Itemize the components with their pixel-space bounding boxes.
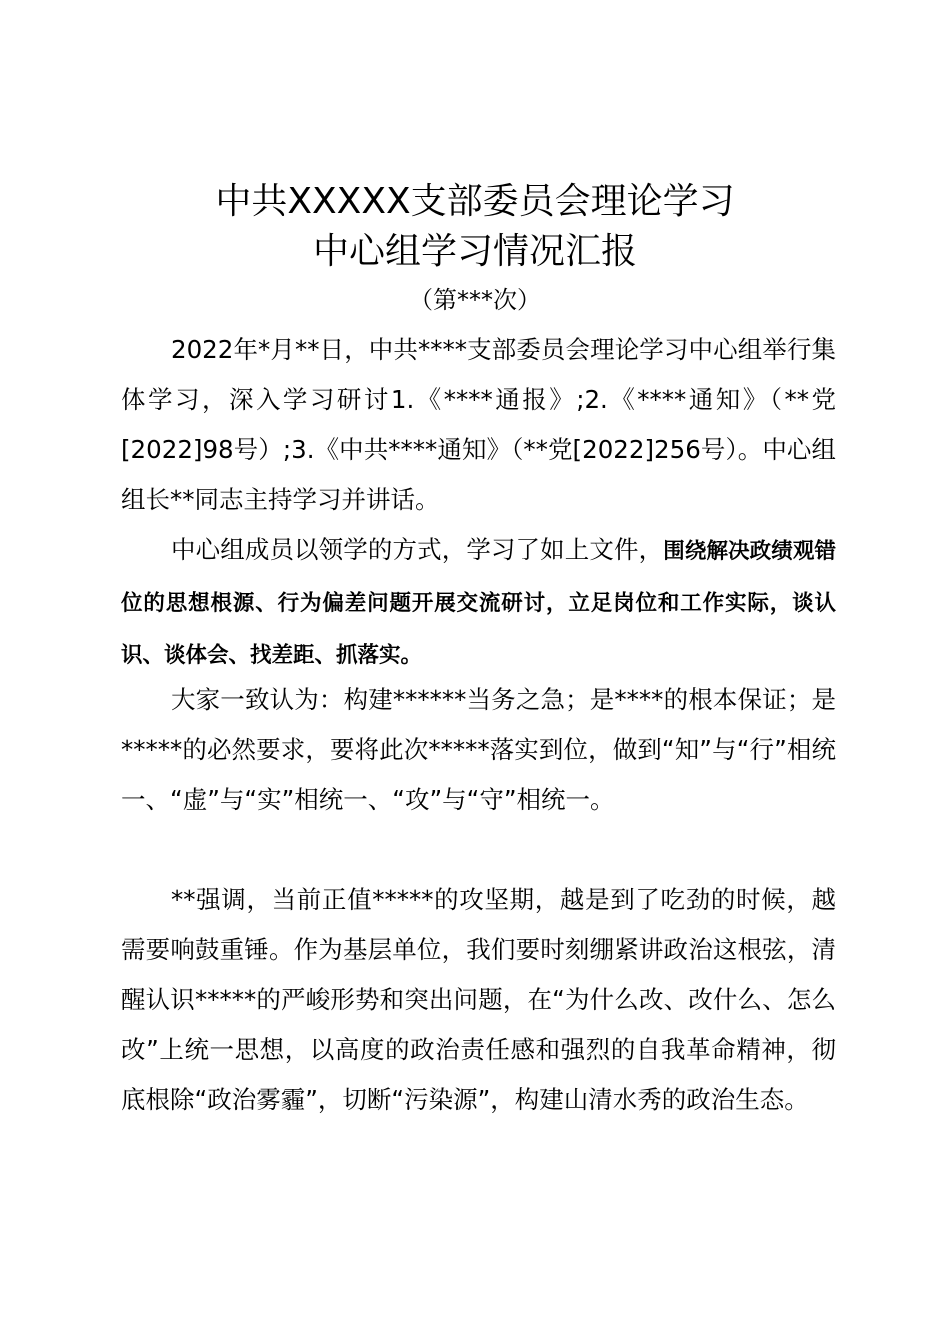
paragraph-4: **强调，当前正值*****的攻坚期，越是到了吃劲的时候，越需要响鼓重锤。作为基层单位，我们要时刻绷紧讲政治这根弦，清醒认识*****的严峻形势和突出问题，在“为什么改、改什么、怎么改”上统一思想，以高度的政治责任感和强烈的自我革命精神，彻底根除“政治雾霾”，切断“污染源”，构建山清水秀的政治生态。 (121, 885, 836, 1114)
title-line-1: 中共XXXXX支部委员会理论学习 (215, 181, 735, 222)
paragraph-2 (121, 525, 836, 681)
paragraph-3: 大家一致认为：构建******当务之急；是****的根本保证；是*****的必然要求，要将此次*****落实到位，做到“知”与“行”相统一、“虚”与“实”相统一、“攻”与“守”相统一。 (121, 685, 836, 814)
title-line-2: 中心组学习情况汇报 (312, 231, 637, 272)
session-number: （第***次） (409, 286, 541, 314)
paragraph-2-bold-text: 围绕解决政绩观错位的思想根源、行为偏差问题开展交流研讨，立足岗位和工作实际，谈认识、谈体会、找差距、抓落实。 (121, 539, 836, 668)
paragraph-1: 2022年*月**日，中共****支部委员会理论学习中心组举行集体学习，深入学习研讨1.《****通报》;2.《****通知》（**党[2022]98号）;3.《中共****通知》（**党[2022]256号）。中心组组长**同志主持学习并讲话。 (121, 335, 836, 514)
paragraph-2-text: 中心组成员以领学的方式，学习了如上文件， (171, 535, 664, 564)
